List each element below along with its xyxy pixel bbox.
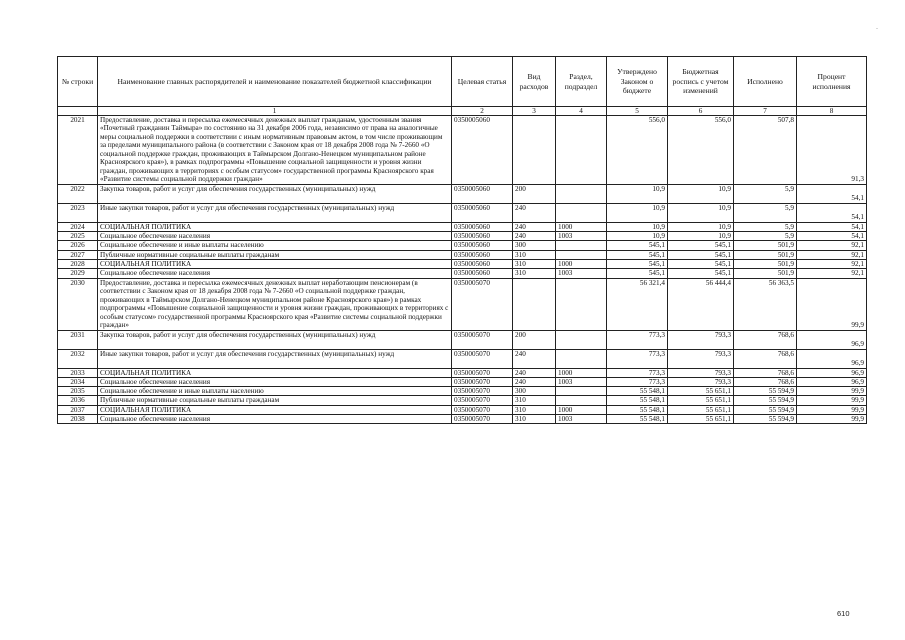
column-index (58, 107, 98, 116)
execution-percent: 99,9 (797, 415, 867, 424)
target-article-code: 0350005070 (452, 349, 513, 368)
row-number: 2025 (58, 232, 98, 241)
row-name: Закупка товаров, работ и услуг для обеспечения государственных (муниципальных) нужд (98, 330, 452, 349)
row-name: Предоставление, доставка и пересылка ежемесячных денежных выплат неработающим пенсионерам (в соответствии с Законом края от 18 декабря 2008 года № 7-2660 «О социальной поддержке граждан, проживающих в Таймырском Долгано-Ненецком муниципальном районе Красноярского края») в рамках подпрограммы «Повышение социальной защищенности и уровня жизни граждан, проживающих в территориях с особым статусом» государственной программы Красноярского края «Развитие системы социальной поддержки граждан» (98, 278, 452, 330)
executed-amount: 5,9 (734, 222, 797, 231)
target-article-code: 0350005070 (452, 278, 513, 330)
header-row (58, 57, 867, 107)
column-index: 1 (98, 107, 452, 116)
target-article-code: 0350005060 (452, 232, 513, 241)
expense-type-code (513, 278, 556, 330)
target-article-code: 0350005070 (452, 377, 513, 386)
row-number: 2033 (58, 368, 98, 377)
target-article-code: 0350005060 (452, 116, 513, 185)
expense-type-code: 310 (513, 405, 556, 414)
section-code (556, 349, 607, 368)
expense-type-code: 240 (513, 368, 556, 377)
table-row (58, 269, 867, 278)
schedule-amount: 545,1 (668, 250, 734, 259)
table-row (58, 222, 867, 231)
target-article-code: 0350005060 (452, 241, 513, 250)
approved-amount: 55 548,1 (607, 405, 668, 414)
row-name: СОЦИАЛЬНАЯ ПОЛИТИКА (98, 260, 452, 269)
execution-percent: 96,9 (797, 377, 867, 386)
execution-percent: 99,9 (797, 278, 867, 330)
expense-type-code (513, 116, 556, 185)
expense-type-code: 300 (513, 387, 556, 396)
column-index: 8 (797, 107, 867, 116)
execution-percent: 92,1 (797, 250, 867, 259)
approved-amount: 773,3 (607, 330, 668, 349)
execution-percent: 54,1 (797, 222, 867, 231)
approved-amount: 10,9 (607, 232, 668, 241)
row-number: 2035 (58, 387, 98, 396)
execution-percent: 96,9 (797, 368, 867, 377)
budget-table (57, 56, 867, 424)
executed-amount: 5,9 (734, 184, 797, 203)
executed-amount: 55 594,9 (734, 415, 797, 424)
table-row (58, 260, 867, 269)
row-name: Социальное обеспечение населения (98, 269, 452, 278)
approved-amount: 545,1 (607, 250, 668, 259)
schedule-amount: 545,1 (668, 241, 734, 250)
section-code (556, 387, 607, 396)
execution-percent: 99,9 (797, 396, 867, 405)
column-index: 5 (607, 107, 668, 116)
section-code: 1003 (556, 269, 607, 278)
target-article-code: 0350005060 (452, 184, 513, 203)
execution-percent: 99,9 (797, 387, 867, 396)
section-code (556, 116, 607, 185)
schedule-amount: 545,1 (668, 260, 734, 269)
table-row (58, 232, 867, 241)
header-row-no: № строки (58, 57, 98, 107)
target-article-code: 0350005060 (452, 250, 513, 259)
row-number: 2030 (58, 278, 98, 330)
schedule-amount: 556,0 (668, 116, 734, 185)
column-index-row (58, 107, 867, 116)
column-index: 2 (452, 107, 513, 116)
section-code: 1003 (556, 377, 607, 386)
row-name: СОЦИАЛЬНАЯ ПОЛИТИКА (98, 405, 452, 414)
row-number: 2026 (58, 241, 98, 250)
row-name: Иные закупки товаров, работ и услуг для обеспечения государственных (муниципальных) нужд (98, 349, 452, 368)
row-name: Предоставление, доставка и пересылка ежемесячных денежных выплат гражданам, удостоенным звания «Почетный гражданин Таймыра» по состоянию на 31 декабря 2006 года, независимо от права на аналогичные меры социальной поддержки в соответствии с иным нормативным правовым актом, в том числе проживающим за пределами муниципального района (в соответствии с Законом края от 18 декабря 2008 года № 7-2660 «О социальной поддержке граждан, проживающих в Таймырском Долгано-Ненецком муниципальном районе Красноярского края»), в рамках подпрограммы «Повышение социальной защищенности и уровня жизни граждан, проживающих в территориях с особым статусом» государственной программы Красноярского края «Развитие системы социальной поддержки граждан» (98, 116, 452, 185)
execution-percent: 54,1 (797, 184, 867, 203)
schedule-amount: 545,1 (668, 269, 734, 278)
schedule-amount: 55 651,1 (668, 415, 734, 424)
schedule-amount: 55 651,1 (668, 387, 734, 396)
executed-amount: 55 594,9 (734, 396, 797, 405)
executed-amount: 501,9 (734, 250, 797, 259)
row-name: СОЦИАЛЬНАЯ ПОЛИТИКА (98, 222, 452, 231)
row-name: Публичные нормативные социальные выплаты гражданам (98, 396, 452, 405)
schedule-amount: 10,9 (668, 222, 734, 231)
approved-amount: 56 321,4 (607, 278, 668, 330)
section-code (556, 278, 607, 330)
row-number: 2024 (58, 222, 98, 231)
table-row (58, 278, 867, 330)
row-name: Публичные нормативные социальные выплаты гражданам (98, 250, 452, 259)
table-row (58, 184, 867, 203)
table-row (58, 116, 867, 185)
table-body (58, 116, 867, 424)
column-index: 4 (556, 107, 607, 116)
approved-amount: 773,3 (607, 377, 668, 386)
target-article-code: 0350005060 (452, 222, 513, 231)
row-number: 2022 (58, 184, 98, 203)
section-code: 1003 (556, 232, 607, 241)
table-row (58, 330, 867, 349)
row-name: Иные закупки товаров, работ и услуг для обеспечения государственных (муниципальных) нужд (98, 203, 452, 222)
section-code: 1000 (556, 368, 607, 377)
executed-amount: 768,6 (734, 368, 797, 377)
expense-type-code: 310 (513, 415, 556, 424)
executed-amount: 56 363,5 (734, 278, 797, 330)
row-number: 2036 (58, 396, 98, 405)
row-name: Социальное обеспечение и иные выплаты населению (98, 387, 452, 396)
approved-amount: 773,3 (607, 349, 668, 368)
row-number: 2032 (58, 349, 98, 368)
row-number: 2038 (58, 415, 98, 424)
approved-amount: 55 548,1 (607, 415, 668, 424)
approved-amount: 545,1 (607, 260, 668, 269)
row-number: 2021 (58, 116, 98, 185)
schedule-amount: 10,9 (668, 203, 734, 222)
header-section: Раздел, подраздел (556, 57, 607, 107)
expense-type-code: 310 (513, 250, 556, 259)
expense-type-code: 310 (513, 396, 556, 405)
execution-percent: 54,1 (797, 232, 867, 241)
header-expense-type: Вид расходов (513, 57, 556, 107)
table-row (58, 387, 867, 396)
header-name: Наименование главных распорядителей и наименование показателей бюджетной классификации (98, 57, 452, 107)
target-article-code: 0350005070 (452, 396, 513, 405)
expense-type-code: 240 (513, 222, 556, 231)
schedule-amount: 10,9 (668, 232, 734, 241)
executed-amount: 507,8 (734, 116, 797, 185)
expense-type-code: 200 (513, 330, 556, 349)
section-code: 1003 (556, 415, 607, 424)
execution-percent: 99,9 (797, 405, 867, 414)
section-code: 1000 (556, 222, 607, 231)
table-row (58, 349, 867, 368)
section-code (556, 250, 607, 259)
header-approved: Утверждено Законом о бюджете (607, 57, 668, 107)
section-code (556, 203, 607, 222)
expense-type-code: 310 (513, 260, 556, 269)
table-row (58, 415, 867, 424)
executed-amount: 5,9 (734, 203, 797, 222)
section-code (556, 184, 607, 203)
target-article-code: 0350005070 (452, 368, 513, 377)
table-row (58, 405, 867, 414)
execution-percent: 96,9 (797, 349, 867, 368)
section-code: 1000 (556, 260, 607, 269)
approved-amount: 10,9 (607, 184, 668, 203)
expense-type-code: 300 (513, 241, 556, 250)
expense-type-code: 310 (513, 269, 556, 278)
executed-amount: 768,6 (734, 349, 797, 368)
target-article-code: 0350005070 (452, 415, 513, 424)
corner-mark: - (876, 26, 878, 32)
expense-type-code: 240 (513, 203, 556, 222)
header-executed: Исполнено (734, 57, 797, 107)
row-number: 2029 (58, 269, 98, 278)
approved-amount: 545,1 (607, 269, 668, 278)
executed-amount: 501,9 (734, 241, 797, 250)
row-number: 2034 (58, 377, 98, 386)
section-code (556, 396, 607, 405)
expense-type-code: 240 (513, 349, 556, 368)
schedule-amount: 793,3 (668, 330, 734, 349)
approved-amount: 773,3 (607, 368, 668, 377)
schedule-amount: 793,3 (668, 368, 734, 377)
column-index: 6 (668, 107, 734, 116)
header-budget-schedule: Бюджетная роспись с учетом изменений (668, 57, 734, 107)
expense-type-code: 200 (513, 184, 556, 203)
row-name: Закупка товаров, работ и услуг для обеспечения государственных (муниципальных) нужд (98, 184, 452, 203)
execution-percent: 92,1 (797, 269, 867, 278)
schedule-amount: 55 651,1 (668, 396, 734, 405)
target-article-code: 0350005060 (452, 203, 513, 222)
row-number: 2037 (58, 405, 98, 414)
row-number: 2031 (58, 330, 98, 349)
approved-amount: 55 548,1 (607, 396, 668, 405)
section-code (556, 241, 607, 250)
row-name: Социальное обеспечение и иные выплаты населению (98, 241, 452, 250)
target-article-code: 0350005070 (452, 387, 513, 396)
expense-type-code: 240 (513, 232, 556, 241)
row-number: 2027 (58, 250, 98, 259)
executed-amount: 55 594,9 (734, 387, 797, 396)
table-row (58, 377, 867, 386)
section-code: 1000 (556, 405, 607, 414)
target-article-code: 0350005060 (452, 260, 513, 269)
page-number: 610 (837, 609, 850, 618)
row-name: СОЦИАЛЬНАЯ ПОЛИТИКА (98, 368, 452, 377)
approved-amount: 10,9 (607, 203, 668, 222)
table-row (58, 250, 867, 259)
section-code (556, 330, 607, 349)
schedule-amount: 56 444,4 (668, 278, 734, 330)
executed-amount: 55 594,9 (734, 405, 797, 414)
executed-amount: 768,6 (734, 377, 797, 386)
header-target-article: Целевая статья (452, 57, 513, 107)
target-article-code: 0350005070 (452, 330, 513, 349)
schedule-amount: 793,3 (668, 377, 734, 386)
approved-amount: 556,0 (607, 116, 668, 185)
execution-percent: 54,1 (797, 203, 867, 222)
execution-percent: 92,1 (797, 241, 867, 250)
target-article-code: 0350005060 (452, 269, 513, 278)
row-name: Социальное обеспечение населения (98, 377, 452, 386)
table-row (58, 241, 867, 250)
expense-type-code: 240 (513, 377, 556, 386)
approved-amount: 545,1 (607, 241, 668, 250)
header-percent: Процент исполнения (797, 57, 867, 107)
executed-amount: 768,6 (734, 330, 797, 349)
column-index: 3 (513, 107, 556, 116)
row-number: 2028 (58, 260, 98, 269)
row-name: Социальное обеспечение населения (98, 232, 452, 241)
executed-amount: 501,9 (734, 260, 797, 269)
execution-percent: 91,3 (797, 116, 867, 185)
schedule-amount: 10,9 (668, 184, 734, 203)
approved-amount: 55 548,1 (607, 387, 668, 396)
row-name: Социальное обеспечение населения (98, 415, 452, 424)
schedule-amount: 793,3 (668, 349, 734, 368)
executed-amount: 501,9 (734, 269, 797, 278)
execution-percent: 96,9 (797, 330, 867, 349)
table-row (58, 368, 867, 377)
column-index: 7 (734, 107, 797, 116)
row-number: 2023 (58, 203, 98, 222)
table-row (58, 396, 867, 405)
schedule-amount: 55 651,1 (668, 405, 734, 414)
executed-amount: 5,9 (734, 232, 797, 241)
table-row (58, 203, 867, 222)
target-article-code: 0350005070 (452, 405, 513, 414)
execution-percent: 92,1 (797, 260, 867, 269)
approved-amount: 10,9 (607, 222, 668, 231)
